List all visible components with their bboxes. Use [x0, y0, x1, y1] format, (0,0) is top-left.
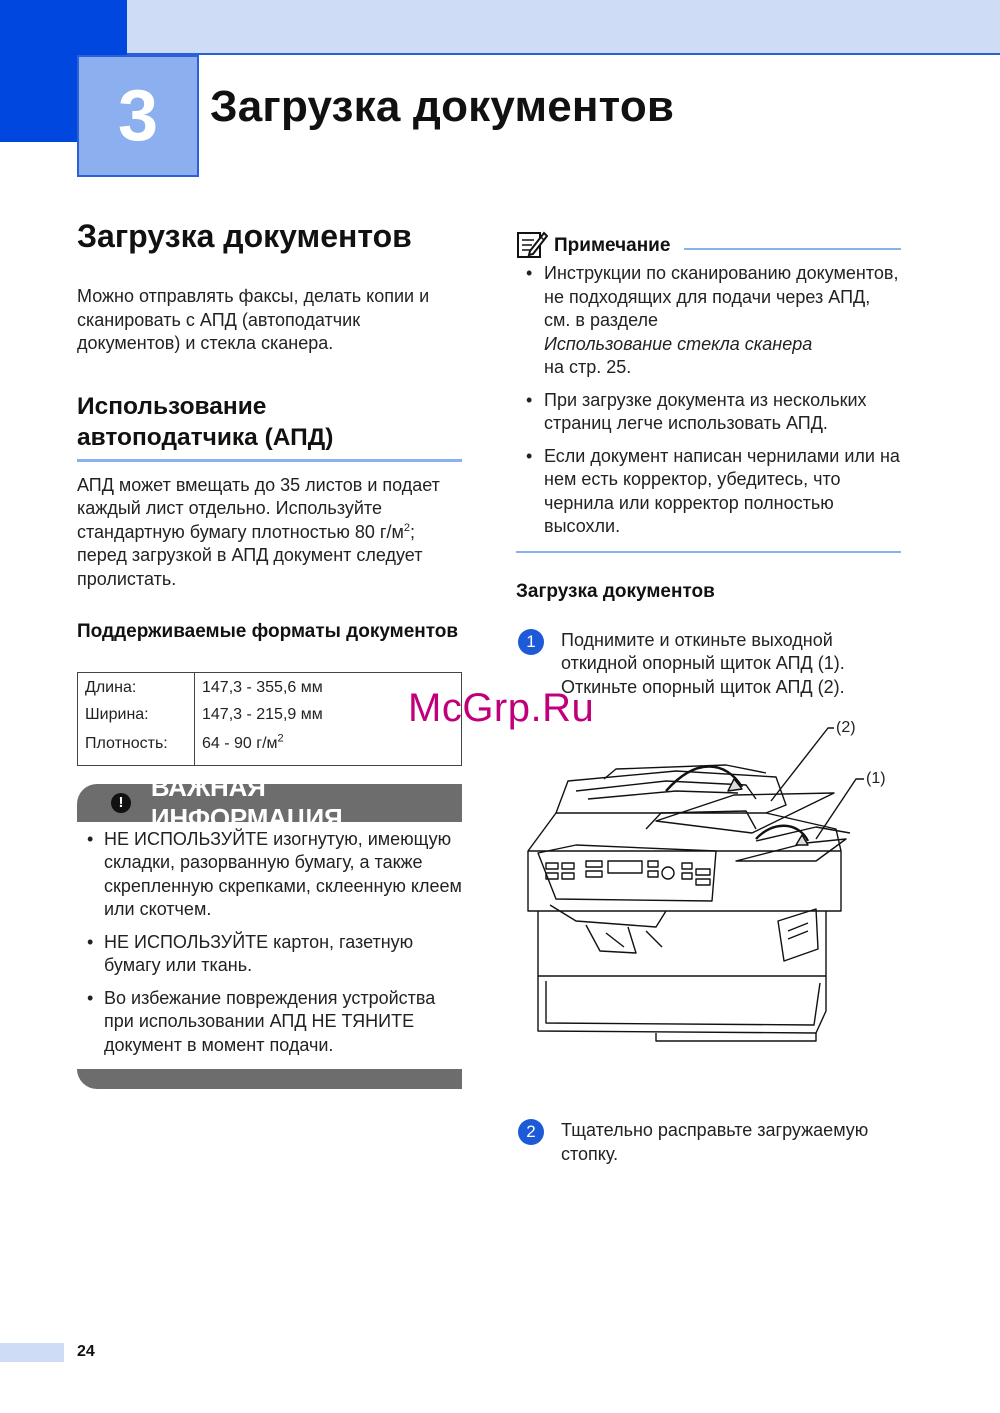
warning-icon: ! — [111, 793, 131, 813]
note-end-rule — [516, 551, 901, 553]
list-item: • При загрузке документа из нескольких страниц легче использовать АПД. — [516, 389, 901, 436]
printer-drawing — [516, 721, 901, 1091]
formats-table — [77, 672, 462, 766]
note-list — [516, 262, 901, 539]
density-sup: 2 — [277, 732, 284, 745]
watermark: McGrp.Ru — [408, 686, 595, 730]
adf-heading — [77, 391, 462, 462]
header-band — [127, 0, 1000, 55]
scanner-glass-link: Использование стекла сканера — [544, 333, 813, 354]
important-banner — [77, 771, 462, 833]
table-row — [78, 731, 462, 766]
note-pencil-icon — [516, 229, 548, 259]
step-2-text: Тщательно расправьте загружаемую стопку. — [561, 1120, 869, 1164]
left-column — [77, 218, 462, 1089]
important-footer-bar — [77, 1069, 462, 1089]
table-row — [78, 702, 462, 731]
page-number: 24 — [77, 1343, 95, 1360]
step-number-1: 1 — [518, 629, 544, 655]
adf-text-sup: 2 — [403, 521, 410, 534]
step-2 — [516, 1119, 901, 1166]
table-value: 147,3 - 355,6 мм — [202, 679, 323, 696]
note-text: Инструкции по сканированию документов, не подходящих для подачи через АПД, см. в разделе — [544, 263, 899, 330]
formats-heading: Поддерживаемые форматы документов — [77, 621, 459, 642]
figure-label-1: (1) — [866, 770, 886, 787]
table-value — [195, 731, 462, 766]
important-list — [77, 828, 462, 1058]
step-number-2: 2 — [518, 1119, 544, 1145]
list-item — [516, 262, 901, 380]
table-row — [78, 673, 462, 702]
table-key: Плотность: — [78, 731, 195, 766]
section-heading: Загрузка документов — [77, 218, 412, 254]
adf-heading-line2: автоподатчика (АПД) — [77, 423, 334, 451]
important-title: ВАЖНАЯ ИНФОРМАЦИЯ — [150, 771, 343, 833]
table-value: 147,3 - 215,9 мм — [202, 705, 323, 723]
table-key: Длина: — [78, 673, 195, 702]
loading-heading: Загрузка документов — [516, 580, 715, 602]
note-rule — [684, 248, 901, 250]
printer-illustration — [516, 721, 901, 1091]
adf-paragraph — [77, 474, 462, 592]
adf-text-a: АПД может вмещать до 35 листов и подает каждый лист отдельно. Используйте стандартную бумагу плотностью 80 г/м — [77, 474, 440, 542]
list-item: • НЕ ИСПОЛЬЗУЙТЕ картон, газетную бумагу или ткань. — [77, 931, 462, 978]
adf-heading-line1: Использование — [77, 392, 267, 420]
list-item: • НЕ ИСПОЛЬЗУЙТЕ изогнутую, имеющую складки, разорванную бумагу, а также скрепленную скрепками, склеенную клеем или скотчем. — [77, 828, 462, 922]
page-number-strip — [0, 1343, 64, 1362]
table-key: Ширина: — [78, 702, 195, 731]
chapter-number: 3 — [77, 55, 199, 177]
list-item: • Во избежание повреждения устройства при использовании АПД НЕ ТЯНИТЕ документ в момент подачи. — [77, 987, 462, 1058]
step-1-text: Поднимите и откиньте выходной откидной опорный щиток АПД (1). Откиньте опорный щиток АПД (2). — [561, 629, 845, 697]
note-text: на стр. 25. — [544, 357, 632, 377]
figure-label-2: (2) — [836, 721, 856, 736]
list-item: • Если документ написан чернилами или на нем есть корректор, убедитесь, что чернила или корректор полностью высохли. — [516, 445, 901, 539]
chapter-title: Загрузка документов — [210, 82, 675, 131]
note-title: Примечание — [554, 235, 671, 256]
note-header — [516, 228, 901, 260]
adf-text-b: ; перед загрузкой в АПД документ следует пролистать. — [77, 521, 423, 589]
density-value: 64 - 90 г/м — [202, 734, 278, 752]
intro-paragraph: Можно отправлять факсы, делать копии и сканировать с АПД (автоподатчик документов) и стекла сканера. — [77, 286, 430, 353]
